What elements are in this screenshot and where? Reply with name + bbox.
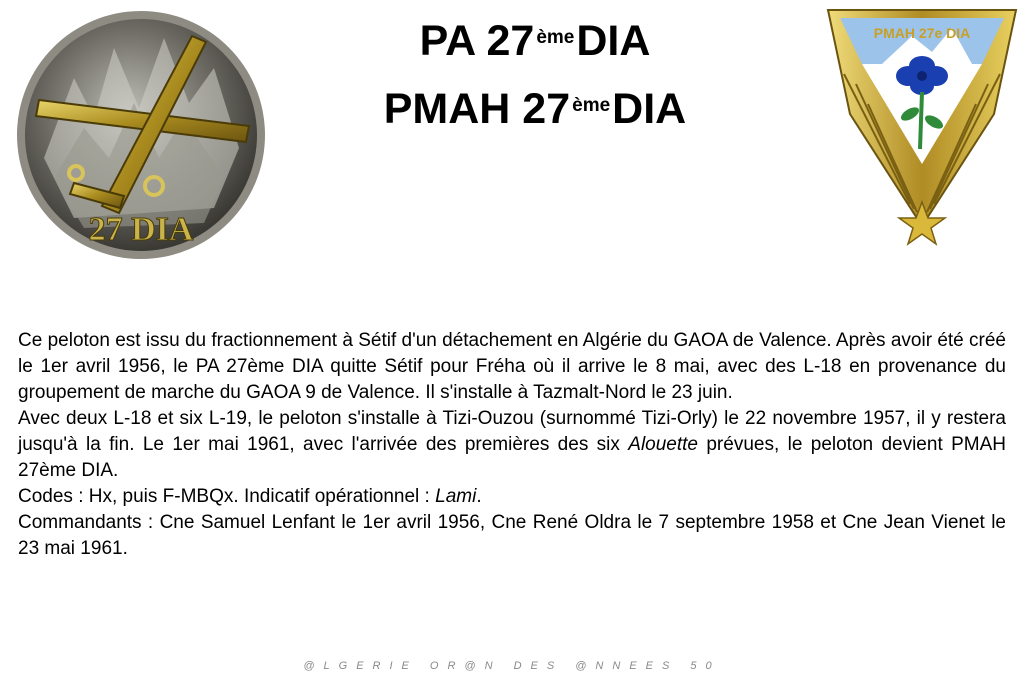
badge-right-text: PMAH 27e DIA <box>873 25 971 41</box>
star-icon <box>899 202 945 244</box>
badge-pmah-flower <box>822 4 1022 250</box>
page-title-pa: PA 27 $^{ème}$DIA <box>419 17 651 65</box>
badge-left-text: 27 DIA <box>88 211 194 248</box>
paragraph-codes: Codes : Hx, puis F-MBQx. Indicatif opérationnel : Lami. <box>18 486 482 507</box>
page-title-pmah: PMAH 27 $^{ème}$DIA <box>383 85 687 133</box>
paragraph-origin: Ce peloton est issu du fractionnement à Sétif d'un détachement en Algérie du GAOA de Valence. Après avoir été créé le 1er avril 1956, le PA 27ème DIA quitte Sétif pour Fréha où il arrive le 8 mai, avec des L-18 en provenance du groupement de marche du GAOA 9 de Valence. Il s'installe à Tazmalt-Nord le 23 juin. <box>18 330 1006 403</box>
badge-27dia-aircraft <box>14 8 268 262</box>
history-text <box>18 328 1006 562</box>
paragraph-tizi-ouzou: Avec deux L-18 et six L-19, le peloton s'installe à Tizi-Ouzou (surnommé Tizi-Orly) le 22 novembre 1957, il y restera jusqu'à la fin. Le 1er mai 1961, avec l'arrivée des premières des six Alouette prévues, le peloton devient PMAH 27ème DIA. <box>18 408 1006 481</box>
site-footer: @LGERIE OR@N DES @NNEES 50 <box>303 660 721 672</box>
paragraph-commanders: Commandants : Cne Samuel Lenfant le 1er avril 1956, Cne René Oldra le 7 septembre 1958 et Cne Jean Vienet le 23 mai 1961. <box>18 512 1006 559</box>
